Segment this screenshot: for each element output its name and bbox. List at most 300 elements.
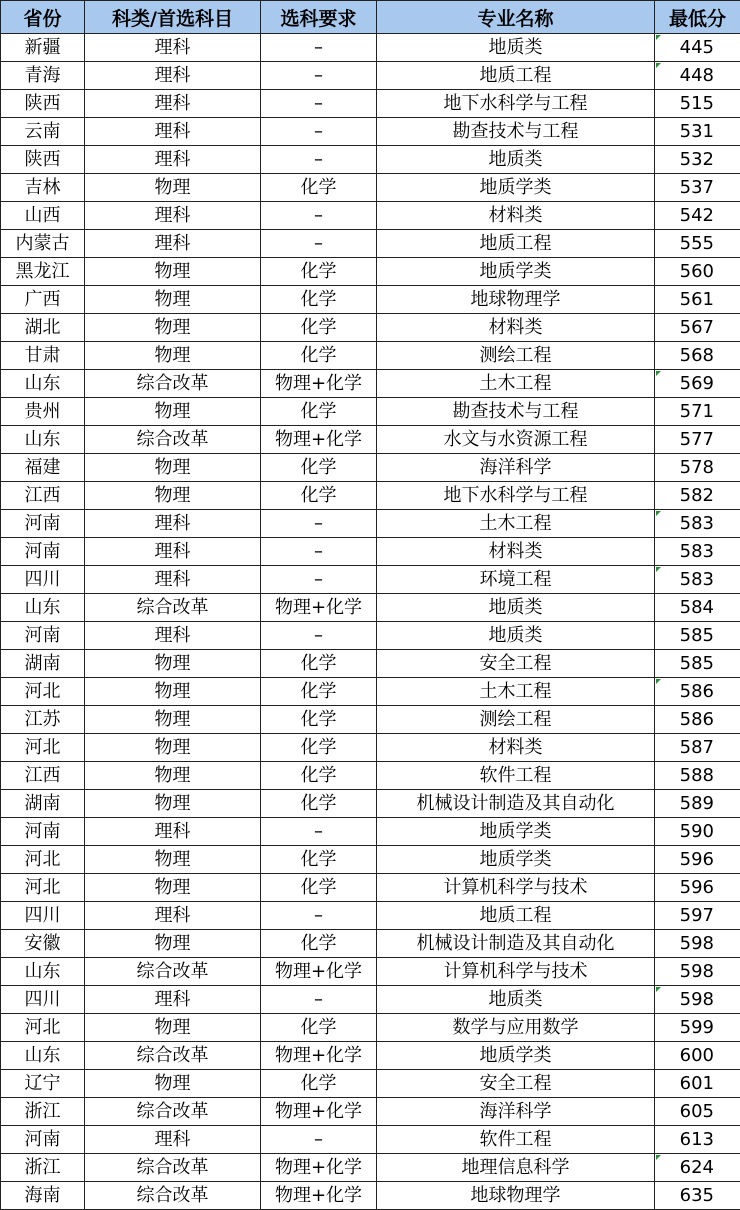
cell-subject-requirement[interactable]: 化学 bbox=[261, 314, 377, 342]
cell-subject-category[interactable]: 物理 bbox=[85, 454, 261, 482]
cell-min-score[interactable] bbox=[655, 762, 740, 790]
cell-subject-category[interactable]: 物理 bbox=[85, 482, 261, 510]
cell-min-score-value: 600 bbox=[680, 1045, 714, 1066]
cell-subject-requirement[interactable]: – bbox=[261, 986, 377, 1014]
cell-subject-category[interactable]: 理科 bbox=[85, 34, 261, 62]
cell-subject-category[interactable]: 物理 bbox=[85, 342, 261, 370]
cell-min-score-value: 555 bbox=[680, 233, 714, 254]
cell-major-name[interactable]: 软件工程 bbox=[377, 1126, 655, 1154]
cell-min-score-value: 586 bbox=[680, 681, 714, 702]
cell-subject-category[interactable]: 物理 bbox=[85, 874, 261, 902]
cell-subject-category[interactable]: 物理 bbox=[85, 398, 261, 426]
cell-min-score-value: 605 bbox=[680, 1101, 714, 1122]
cell-min-score-value: 598 bbox=[680, 961, 714, 982]
table-row bbox=[1, 846, 740, 874]
cell-province[interactable]: 湖北 bbox=[1, 314, 85, 342]
table-row bbox=[1, 482, 740, 510]
cell-min-score-value: 585 bbox=[680, 653, 714, 674]
cell-province[interactable]: 河南 bbox=[1, 510, 85, 538]
cell-province[interactable]: 广西 bbox=[1, 286, 85, 314]
table-row bbox=[1, 706, 740, 734]
cell-major-name[interactable]: 勘查技术与工程 bbox=[377, 118, 655, 146]
cell-min-score[interactable] bbox=[655, 1154, 740, 1182]
cell-province[interactable]: 青海 bbox=[1, 62, 85, 90]
cell-subject-requirement[interactable]: 化学 bbox=[261, 398, 377, 426]
cell-major-name[interactable]: 地质学类 bbox=[377, 818, 655, 846]
cell-subject-category[interactable]: 理科 bbox=[85, 818, 261, 846]
cell-subject-requirement[interactable]: 化学 bbox=[261, 762, 377, 790]
cell-province[interactable]: 浙江 bbox=[1, 1098, 85, 1126]
cell-subject-category[interactable]: 物理 bbox=[85, 1014, 261, 1042]
table-row bbox=[1, 678, 740, 706]
cell-major-name[interactable]: 地下水科学与工程 bbox=[377, 90, 655, 118]
cell-min-score-value: 613 bbox=[680, 1129, 714, 1150]
cell-subject-category[interactable]: 理科 bbox=[85, 118, 261, 146]
cell-min-score[interactable] bbox=[655, 874, 740, 902]
cell-min-score[interactable] bbox=[655, 230, 740, 258]
cell-subject-category[interactable]: 综合改革 bbox=[85, 1042, 261, 1070]
cell-province[interactable]: 山东 bbox=[1, 426, 85, 454]
cell-subject-category[interactable]: 理科 bbox=[85, 510, 261, 538]
cell-province[interactable]: 新疆 bbox=[1, 34, 85, 62]
cell-subject-category[interactable]: 理科 bbox=[85, 986, 261, 1014]
cell-min-score[interactable] bbox=[655, 594, 740, 622]
cell-min-score-value: 586 bbox=[680, 709, 714, 730]
cell-major-name[interactable]: 地质学类 bbox=[377, 258, 655, 286]
cell-major-name[interactable]: 材料类 bbox=[377, 202, 655, 230]
table-row bbox=[1, 314, 740, 342]
cell-province[interactable]: 云南 bbox=[1, 118, 85, 146]
table-row bbox=[1, 986, 740, 1014]
cell-min-score[interactable] bbox=[655, 258, 740, 286]
cell-province[interactable]: 陕西 bbox=[1, 90, 85, 118]
cell-major-name[interactable]: 材料类 bbox=[377, 314, 655, 342]
cell-major-name[interactable]: 软件工程 bbox=[377, 762, 655, 790]
table-row bbox=[1, 202, 740, 230]
table-row bbox=[1, 454, 740, 482]
cell-min-score-value: 577 bbox=[680, 429, 714, 450]
cell-min-score[interactable] bbox=[655, 202, 740, 230]
cell-major-name[interactable]: 海洋科学 bbox=[377, 454, 655, 482]
cell-min-score[interactable] bbox=[655, 454, 740, 482]
cell-province[interactable]: 河北 bbox=[1, 678, 85, 706]
cell-min-score[interactable] bbox=[655, 958, 740, 986]
table-row bbox=[1, 930, 740, 958]
cell-province[interactable]: 安徽 bbox=[1, 930, 85, 958]
cell-subject-requirement[interactable]: 化学 bbox=[261, 1070, 377, 1098]
cell-subject-requirement[interactable]: 物理+化学 bbox=[261, 1098, 377, 1126]
cell-min-score[interactable] bbox=[655, 902, 740, 930]
cell-min-score[interactable] bbox=[655, 314, 740, 342]
cell-subject-requirement[interactable]: 物理+化学 bbox=[261, 958, 377, 986]
cell-major-name[interactable]: 地质学类 bbox=[377, 1042, 655, 1070]
table-row bbox=[1, 874, 740, 902]
table-row bbox=[1, 370, 740, 398]
cell-min-score-value: 596 bbox=[680, 849, 714, 870]
cell-major-name[interactable]: 机械设计制造及其自动化 bbox=[377, 930, 655, 958]
cell-min-score[interactable] bbox=[655, 846, 740, 874]
cell-error-indicator-icon bbox=[656, 63, 661, 68]
cell-major-name[interactable]: 安全工程 bbox=[377, 1070, 655, 1098]
cell-min-score-value: 583 bbox=[680, 569, 714, 590]
table-row bbox=[1, 62, 740, 90]
cell-min-score-value: 588 bbox=[680, 765, 714, 786]
cell-min-score-value: 561 bbox=[680, 289, 714, 310]
cell-major-name[interactable]: 地理信息科学 bbox=[377, 1154, 655, 1182]
cell-min-score-value: 601 bbox=[680, 1073, 714, 1094]
cell-subject-category[interactable]: 物理 bbox=[85, 286, 261, 314]
cell-province[interactable]: 甘肃 bbox=[1, 342, 85, 370]
cell-province[interactable]: 吉林 bbox=[1, 174, 85, 202]
header-subject-category[interactable]: 科类/首选科目 bbox=[85, 1, 261, 34]
cell-min-score-value: 532 bbox=[680, 149, 714, 170]
cell-min-score[interactable] bbox=[655, 174, 740, 202]
cell-subject-requirement[interactable]: 物理+化学 bbox=[261, 1042, 377, 1070]
cell-major-name[interactable]: 地质工程 bbox=[377, 62, 655, 90]
cell-major-name[interactable]: 数学与应用数学 bbox=[377, 1014, 655, 1042]
cell-subject-requirement[interactable]: 物理+化学 bbox=[261, 594, 377, 622]
cell-min-score[interactable] bbox=[655, 1098, 740, 1126]
cell-min-score-value: 560 bbox=[680, 261, 714, 282]
cell-error-indicator-icon bbox=[656, 679, 661, 684]
cell-min-score[interactable] bbox=[655, 342, 740, 370]
cell-major-name[interactable]: 勘查技术与工程 bbox=[377, 398, 655, 426]
cell-subject-category[interactable]: 理科 bbox=[85, 230, 261, 258]
table-row bbox=[1, 174, 740, 202]
cell-subject-requirement[interactable]: – bbox=[261, 538, 377, 566]
cell-major-name[interactable]: 地质工程 bbox=[377, 230, 655, 258]
cell-min-score[interactable] bbox=[655, 482, 740, 510]
cell-major-name[interactable]: 地质类 bbox=[377, 146, 655, 174]
cell-error-indicator-icon bbox=[656, 511, 661, 516]
cell-min-score-value: 583 bbox=[680, 541, 714, 562]
table-row bbox=[1, 1042, 740, 1070]
cell-subject-requirement[interactable]: – bbox=[261, 118, 377, 146]
cell-min-score[interactable] bbox=[655, 370, 740, 398]
header-min-score[interactable]: 最低分 bbox=[655, 1, 740, 34]
cell-province[interactable]: 贵州 bbox=[1, 398, 85, 426]
cell-subject-requirement[interactable]: 化学 bbox=[261, 342, 377, 370]
table-row bbox=[1, 342, 740, 370]
cell-subject-category[interactable]: 理科 bbox=[85, 902, 261, 930]
cell-min-score[interactable] bbox=[655, 398, 740, 426]
cell-major-name[interactable]: 地质类 bbox=[377, 34, 655, 62]
cell-min-score[interactable] bbox=[655, 118, 740, 146]
cell-subject-requirement[interactable]: – bbox=[261, 90, 377, 118]
cell-min-score[interactable] bbox=[655, 1042, 740, 1070]
cell-subject-requirement[interactable]: – bbox=[261, 902, 377, 930]
cell-major-name[interactable]: 计算机科学与技术 bbox=[377, 874, 655, 902]
cell-major-name[interactable]: 地质学类 bbox=[377, 174, 655, 202]
cell-subject-category[interactable]: 物理 bbox=[85, 678, 261, 706]
cell-subject-category[interactable]: 综合改革 bbox=[85, 1098, 261, 1126]
cell-province[interactable]: 山西 bbox=[1, 202, 85, 230]
cell-subject-category[interactable]: 综合改革 bbox=[85, 1182, 261, 1210]
cell-subject-requirement[interactable]: 化学 bbox=[261, 734, 377, 762]
cell-min-score[interactable] bbox=[655, 986, 740, 1014]
cell-min-score[interactable] bbox=[655, 510, 740, 538]
cell-major-name[interactable]: 土木工程 bbox=[377, 510, 655, 538]
cell-min-score-value: 582 bbox=[680, 485, 714, 506]
cell-min-score-value: 585 bbox=[680, 625, 714, 646]
cell-province[interactable]: 江西 bbox=[1, 762, 85, 790]
cell-subject-requirement[interactable]: – bbox=[261, 566, 377, 594]
cell-min-score-value: 584 bbox=[680, 597, 714, 618]
cell-province[interactable]: 黑龙江 bbox=[1, 258, 85, 286]
cell-province[interactable]: 福建 bbox=[1, 454, 85, 482]
cell-major-name[interactable]: 安全工程 bbox=[377, 650, 655, 678]
cell-subject-category[interactable]: 综合改革 bbox=[85, 426, 261, 454]
cell-subject-category[interactable]: 物理 bbox=[85, 314, 261, 342]
cell-subject-requirement[interactable]: – bbox=[261, 1126, 377, 1154]
cell-min-score-value: 448 bbox=[680, 65, 714, 86]
cell-min-score-value: 569 bbox=[680, 373, 714, 394]
cell-subject-requirement[interactable]: 化学 bbox=[261, 874, 377, 902]
cell-subject-requirement[interactable]: 化学 bbox=[261, 846, 377, 874]
cell-min-score[interactable] bbox=[655, 678, 740, 706]
cell-min-score-value: 537 bbox=[680, 177, 714, 198]
cell-min-score[interactable] bbox=[655, 62, 740, 90]
cell-min-score[interactable] bbox=[655, 1070, 740, 1098]
table-row bbox=[1, 1014, 740, 1042]
cell-province[interactable]: 河北 bbox=[1, 1014, 85, 1042]
cell-subject-requirement[interactable]: 化学 bbox=[261, 790, 377, 818]
table-row bbox=[1, 258, 740, 286]
cell-province[interactable]: 山东 bbox=[1, 958, 85, 986]
table-row bbox=[1, 398, 740, 426]
cell-province[interactable]: 河南 bbox=[1, 1126, 85, 1154]
cell-province[interactable]: 海南 bbox=[1, 1182, 85, 1210]
cell-province[interactable]: 四川 bbox=[1, 566, 85, 594]
cell-subject-category[interactable]: 综合改革 bbox=[85, 958, 261, 986]
cell-province[interactable]: 河南 bbox=[1, 818, 85, 846]
cell-error-indicator-icon bbox=[656, 35, 661, 40]
cell-subject-requirement[interactable]: 化学 bbox=[261, 286, 377, 314]
table-row bbox=[1, 1098, 740, 1126]
cell-min-score-value: 596 bbox=[680, 877, 714, 898]
cell-min-score[interactable] bbox=[655, 1126, 740, 1154]
cell-major-name[interactable]: 海洋科学 bbox=[377, 1098, 655, 1126]
table-row bbox=[1, 790, 740, 818]
cell-subject-requirement[interactable]: 化学 bbox=[261, 1014, 377, 1042]
cell-min-score[interactable] bbox=[655, 1182, 740, 1210]
cell-subject-requirement[interactable]: 物理+化学 bbox=[261, 426, 377, 454]
cell-min-score[interactable] bbox=[655, 706, 740, 734]
cell-subject-requirement[interactable]: – bbox=[261, 202, 377, 230]
cell-major-name[interactable]: 地质类 bbox=[377, 986, 655, 1014]
cell-province[interactable]: 江苏 bbox=[1, 706, 85, 734]
cell-major-name[interactable]: 地质类 bbox=[377, 594, 655, 622]
cell-major-name[interactable]: 土木工程 bbox=[377, 678, 655, 706]
cell-min-score-value: 571 bbox=[680, 401, 714, 422]
cell-province[interactable]: 河北 bbox=[1, 846, 85, 874]
cell-min-score-value: 531 bbox=[680, 121, 714, 142]
cell-min-score-value: 599 bbox=[680, 1017, 714, 1038]
cell-subject-category[interactable]: 综合改革 bbox=[85, 370, 261, 398]
cell-subject-requirement[interactable]: 化学 bbox=[261, 482, 377, 510]
table-row bbox=[1, 734, 740, 762]
cell-province[interactable]: 河南 bbox=[1, 622, 85, 650]
cell-major-name[interactable]: 水文与水资源工程 bbox=[377, 426, 655, 454]
cell-major-name[interactable]: 计算机科学与技术 bbox=[377, 958, 655, 986]
cell-subject-category[interactable]: 物理 bbox=[85, 930, 261, 958]
table-row bbox=[1, 90, 740, 118]
cell-province[interactable]: 湖南 bbox=[1, 650, 85, 678]
cell-error-indicator-icon bbox=[656, 567, 661, 572]
table-row bbox=[1, 230, 740, 258]
table-row bbox=[1, 1126, 740, 1154]
cell-min-score-value: 445 bbox=[680, 37, 714, 58]
cell-subject-category[interactable]: 理科 bbox=[85, 146, 261, 174]
cell-major-name[interactable]: 机械设计制造及其自动化 bbox=[377, 790, 655, 818]
cell-subject-requirement[interactable]: 化学 bbox=[261, 454, 377, 482]
cell-min-score-value: 589 bbox=[680, 793, 714, 814]
cell-subject-requirement[interactable]: – bbox=[261, 230, 377, 258]
cell-province[interactable]: 河北 bbox=[1, 734, 85, 762]
cell-subject-requirement[interactable]: 化学 bbox=[261, 706, 377, 734]
cell-min-score[interactable] bbox=[655, 930, 740, 958]
cell-min-score[interactable] bbox=[655, 818, 740, 846]
cell-min-score-value: 624 bbox=[680, 1157, 714, 1178]
cell-subject-requirement[interactable]: – bbox=[261, 622, 377, 650]
cell-min-score[interactable] bbox=[655, 146, 740, 174]
cell-min-score[interactable] bbox=[655, 1014, 740, 1042]
cell-subject-category[interactable]: 物理 bbox=[85, 258, 261, 286]
table-row bbox=[1, 902, 740, 930]
table-row bbox=[1, 818, 740, 846]
header-subject-requirement[interactable]: 选科要求 bbox=[261, 1, 377, 34]
cell-subject-requirement[interactable]: 化学 bbox=[261, 678, 377, 706]
cell-province[interactable]: 湖南 bbox=[1, 790, 85, 818]
cell-province[interactable]: 江西 bbox=[1, 482, 85, 510]
cell-subject-category[interactable]: 综合改革 bbox=[85, 1154, 261, 1182]
cell-min-score-value: 590 bbox=[680, 821, 714, 842]
cell-subject-category[interactable]: 物理 bbox=[85, 706, 261, 734]
cell-subject-category[interactable]: 物理 bbox=[85, 762, 261, 790]
table-row bbox=[1, 510, 740, 538]
cell-min-score[interactable] bbox=[655, 426, 740, 454]
cell-subject-category[interactable]: 综合改革 bbox=[85, 594, 261, 622]
table-row bbox=[1, 286, 740, 314]
cell-subject-category[interactable]: 理科 bbox=[85, 566, 261, 594]
cell-min-score[interactable] bbox=[655, 566, 740, 594]
cell-province[interactable]: 山东 bbox=[1, 1042, 85, 1070]
cell-subject-category[interactable]: 理科 bbox=[85, 622, 261, 650]
cell-major-name[interactable]: 地质工程 bbox=[377, 902, 655, 930]
cell-subject-category[interactable]: 物理 bbox=[85, 846, 261, 874]
cell-min-score-value: 587 bbox=[680, 737, 714, 758]
cell-error-indicator-icon bbox=[656, 371, 661, 376]
cell-subject-requirement[interactable]: 化学 bbox=[261, 650, 377, 678]
cell-subject-category[interactable]: 理科 bbox=[85, 62, 261, 90]
table-row bbox=[1, 566, 740, 594]
cell-subject-category[interactable]: 物理 bbox=[85, 734, 261, 762]
cell-subject-category[interactable]: 理科 bbox=[85, 1126, 261, 1154]
cell-subject-requirement[interactable]: 化学 bbox=[261, 258, 377, 286]
cell-province[interactable]: 河南 bbox=[1, 538, 85, 566]
cell-subject-requirement[interactable]: 物理+化学 bbox=[261, 1154, 377, 1182]
table-row bbox=[1, 1182, 740, 1210]
cell-subject-category[interactable]: 物理 bbox=[85, 1070, 261, 1098]
cell-subject-requirement[interactable]: 物理+化学 bbox=[261, 1182, 377, 1210]
cell-major-name[interactable]: 测绘工程 bbox=[377, 706, 655, 734]
cell-min-score[interactable] bbox=[655, 650, 740, 678]
cell-subject-category[interactable]: 理科 bbox=[85, 202, 261, 230]
cell-province[interactable]: 山东 bbox=[1, 370, 85, 398]
cell-province[interactable]: 辽宁 bbox=[1, 1070, 85, 1098]
cell-subject-category[interactable]: 物理 bbox=[85, 174, 261, 202]
cell-min-score-value: 542 bbox=[680, 205, 714, 226]
cell-subject-requirement[interactable]: – bbox=[261, 510, 377, 538]
cell-subject-category[interactable]: 理科 bbox=[85, 90, 261, 118]
cell-subject-requirement[interactable]: 化学 bbox=[261, 930, 377, 958]
cell-major-name[interactable]: 地球物理学 bbox=[377, 286, 655, 314]
table-row bbox=[1, 622, 740, 650]
cell-min-score[interactable] bbox=[655, 286, 740, 314]
table-row bbox=[1, 118, 740, 146]
table-body bbox=[1, 34, 740, 1210]
cell-min-score-value: 568 bbox=[680, 345, 714, 366]
cell-province[interactable]: 浙江 bbox=[1, 1154, 85, 1182]
cell-major-name[interactable]: 地下水科学与工程 bbox=[377, 482, 655, 510]
cell-subject-category[interactable]: 物理 bbox=[85, 650, 261, 678]
header-province[interactable]: 省份 bbox=[1, 1, 85, 34]
cell-major-name[interactable]: 材料类 bbox=[377, 734, 655, 762]
table-row bbox=[1, 958, 740, 986]
cell-subject-requirement[interactable]: 化学 bbox=[261, 174, 377, 202]
cell-min-score[interactable] bbox=[655, 90, 740, 118]
cell-province[interactable]: 山东 bbox=[1, 594, 85, 622]
cell-major-name[interactable]: 地球物理学 bbox=[377, 1182, 655, 1210]
cell-min-score[interactable] bbox=[655, 734, 740, 762]
cell-major-name[interactable]: 测绘工程 bbox=[377, 342, 655, 370]
cell-min-score-value: 583 bbox=[680, 513, 714, 534]
cell-min-score[interactable] bbox=[655, 622, 740, 650]
cell-subject-category[interactable]: 理科 bbox=[85, 538, 261, 566]
cell-min-score[interactable] bbox=[655, 538, 740, 566]
cell-min-score-value: 597 bbox=[680, 905, 714, 926]
header-major-name[interactable]: 专业名称 bbox=[377, 1, 655, 34]
cell-subject-requirement[interactable]: – bbox=[261, 146, 377, 174]
cell-min-score-value: 598 bbox=[680, 989, 714, 1010]
cell-min-score-value: 598 bbox=[680, 933, 714, 954]
cell-min-score[interactable] bbox=[655, 790, 740, 818]
table-row bbox=[1, 650, 740, 678]
cell-major-name[interactable]: 材料类 bbox=[377, 538, 655, 566]
table-row bbox=[1, 762, 740, 790]
cell-subject-requirement[interactable]: – bbox=[261, 818, 377, 846]
cell-major-name[interactable]: 环境工程 bbox=[377, 566, 655, 594]
cell-province[interactable]: 四川 bbox=[1, 902, 85, 930]
cell-min-score-value: 567 bbox=[680, 317, 714, 338]
table-row bbox=[1, 1070, 740, 1098]
cell-min-score[interactable] bbox=[655, 34, 740, 62]
cell-subject-requirement[interactable]: – bbox=[261, 62, 377, 90]
cell-subject-requirement[interactable]: 物理+化学 bbox=[261, 370, 377, 398]
cell-major-name[interactable]: 地质学类 bbox=[377, 846, 655, 874]
cell-province[interactable]: 内蒙古 bbox=[1, 230, 85, 258]
cell-province[interactable]: 陕西 bbox=[1, 146, 85, 174]
cell-province[interactable]: 四川 bbox=[1, 986, 85, 1014]
table-row bbox=[1, 594, 740, 622]
cell-province[interactable]: 河北 bbox=[1, 874, 85, 902]
table-row bbox=[1, 538, 740, 566]
cell-min-score-value: 635 bbox=[680, 1185, 714, 1206]
cell-major-name[interactable]: 土木工程 bbox=[377, 370, 655, 398]
cell-subject-category[interactable]: 物理 bbox=[85, 790, 261, 818]
cell-subject-requirement[interactable]: – bbox=[261, 34, 377, 62]
cell-major-name[interactable]: 地质类 bbox=[377, 622, 655, 650]
